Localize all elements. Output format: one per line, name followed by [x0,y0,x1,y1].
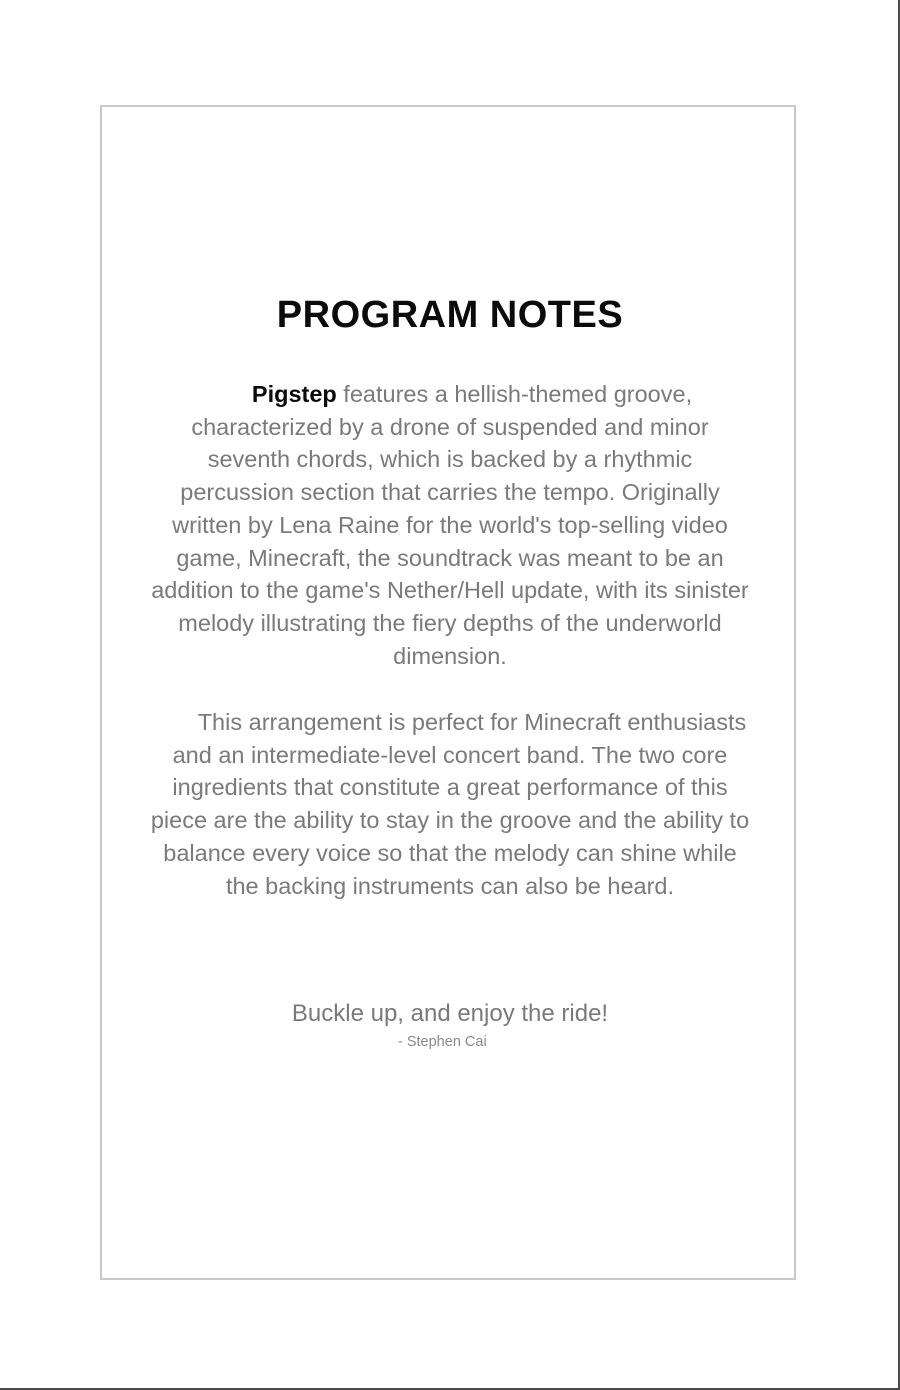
piece-name: Pigstep [251,381,337,407]
paragraph-arrangement [150,706,750,902]
program-notes-frame [100,105,796,1280]
paragraph-intro-body: features a hellish-themed groove, characterized by a drone of suspended and minor seventh chords, which is backed by a rhythmic percussion section that carries the tempo. Originally written by Lena Raine for the world's top-selling video game, Minecraft, the soundtrack was meant to be an addition to the game's Nether/Hell update, with its sinister melody illustrating the fiery depths of the underworld dimension. [151,381,749,669]
page-title: PROGRAM NOTES [276,294,624,336]
closing-line: Buckle up, and enjoy the ride! [291,1000,609,1027]
paragraph-intro [150,378,750,672]
author-signature: - Stephen Cai [398,1034,487,1050]
paragraph-arrangement-body: This arrangement is perfect for Minecraft enthusiasts and an intermediate-level concert band. The two core ingredients that constitute a great performance of this piece are the ability to stay in the groove and the ability to balance every voice so that the melody can shine while the backing instruments can also be heard. [150,709,750,899]
